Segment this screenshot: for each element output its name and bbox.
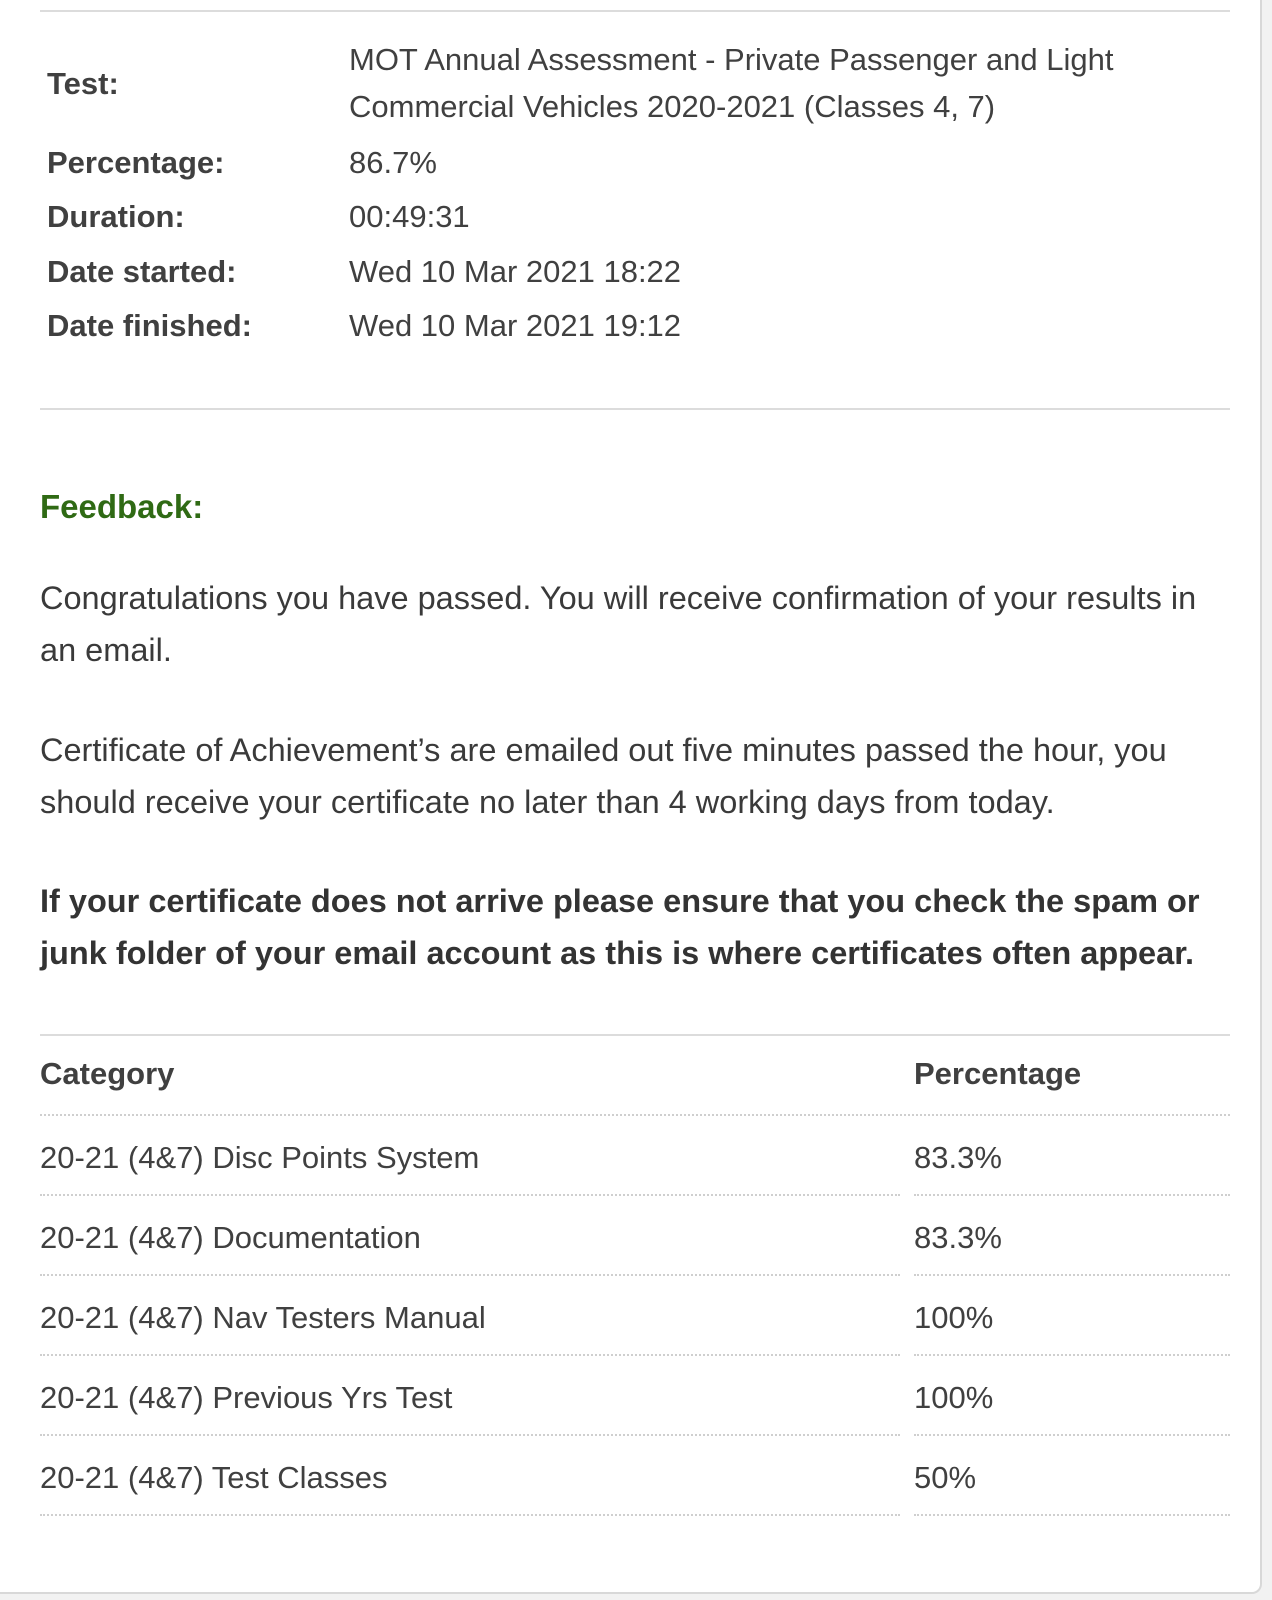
test-value: MOT Annual Assessment - Private Passenger and Light Commercial Vehicles 2020-2021 (Classes 4, 7) (349, 42, 1114, 124)
duration-value: 00:49:31 (349, 199, 470, 234)
header-percentage: Percentage (914, 1056, 1082, 1091)
percentage-value: 86.7% (349, 145, 437, 180)
row-category: 20-21 (4&7) Disc Points System (40, 1140, 480, 1175)
row-divider (914, 1514, 1230, 1516)
table-row (40, 1436, 1230, 1516)
feedback-paragraph-spam-warning: If your certificate does not arrive please ensure that you check the spam or junk folder of your email account as this is where certificates often appear. (40, 883, 1200, 971)
header-category: Category (40, 1056, 175, 1091)
percentage-label: Percentage: (47, 145, 225, 180)
row-percentage: 83.3% (914, 1220, 1002, 1255)
date-started-value: Wed 10 Mar 2021 18:22 (349, 254, 682, 289)
row-percentage: 83.3% (914, 1140, 1002, 1175)
feedback-paragraph-congratulations: Congratulations you have passed. You will receive confirmation of your results in an email. (40, 580, 1197, 668)
row-percentage: 100% (914, 1380, 994, 1415)
row-category: 20-21 (4&7) Test Classes (40, 1460, 388, 1495)
row-divider (40, 1514, 900, 1516)
row-category: 20-21 (4&7) Documentation (40, 1220, 421, 1255)
table-row (40, 1196, 1230, 1276)
category-results-table (40, 1036, 1230, 1516)
date-finished-label: Date finished: (47, 308, 252, 343)
date-started-label: Date started: (47, 254, 237, 289)
table-row (40, 1116, 1230, 1196)
duration-label: Duration: (47, 199, 185, 234)
date-finished-value: Wed 10 Mar 2021 19:12 (349, 308, 682, 343)
table-header (40, 1036, 1230, 1116)
row-category: 20-21 (4&7) Nav Testers Manual (40, 1300, 486, 1335)
row-percentage: 50% (914, 1460, 977, 1495)
row-percentage: 100% (914, 1300, 994, 1335)
summary-divider (40, 408, 1230, 410)
table-row (40, 1276, 1230, 1356)
top-divider (40, 10, 1230, 12)
feedback-title: Feedback: (40, 488, 204, 525)
table-row (40, 1356, 1230, 1436)
row-category: 20-21 (4&7) Previous Yrs Test (40, 1380, 453, 1415)
feedback-paragraph-certificate: Certificate of Achievement’s are emailed out five minutes passed the hour, you should receive your certificate no later than 4 working days from today. (40, 732, 1167, 820)
test-label: Test: (47, 66, 119, 101)
